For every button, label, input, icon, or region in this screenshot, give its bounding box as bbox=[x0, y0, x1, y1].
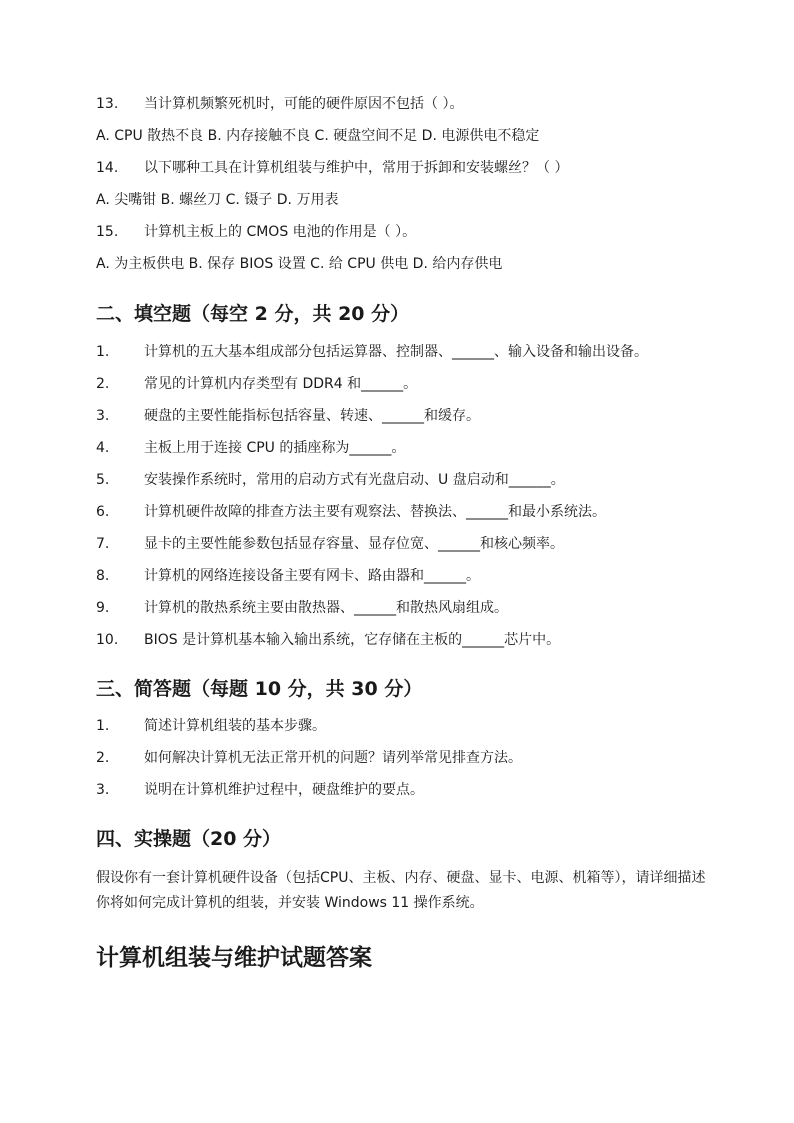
question-15-options: A. 为主板供电 B. 保存 BIOS 设置 C. 给 CPU 供电 D. 给内存供电 bbox=[96, 256, 503, 272]
item-text: 说明在计算机维护过程中，硬盘维护的要点。 bbox=[144, 782, 424, 798]
fill-item-4 bbox=[96, 438, 405, 458]
question-14-options: A. 尖嘴钳 B. 螺丝刀 C. 镊子 D. 万用表 bbox=[96, 192, 339, 208]
question-13 bbox=[96, 94, 463, 114]
item-text: 主板上用于连接 CPU 的插座称为______。 bbox=[144, 440, 406, 456]
item-number: 10. bbox=[96, 632, 119, 648]
question-number: 14. bbox=[96, 160, 119, 176]
item-text: 简述计算机组装的基本步骤。 bbox=[144, 718, 326, 734]
answers-title: 计算机组装与维护试题答案 bbox=[96, 945, 372, 971]
short-item-1 bbox=[96, 716, 326, 736]
item-text: 安装操作系统时，常用的启动方式有光盘启动、U 盘启动和______。 bbox=[144, 472, 565, 488]
item-number: 3. bbox=[96, 782, 110, 798]
question-14 bbox=[96, 158, 568, 178]
item-text: 计算机的散热系统主要由散热器、______和散热风扇组成。 bbox=[144, 600, 508, 616]
item-text: 计算机硬件故障的排查方法主要有观察法、替换法、______和最小系统法。 bbox=[144, 504, 606, 520]
item-number: 1. bbox=[96, 718, 110, 734]
question-text: 当计算机频繁死机时，可能的硬件原因不包括（ ）。 bbox=[144, 96, 464, 112]
practical-description: 假设你有一套计算机硬件设备（包括CPU、主板、内存、硬盘、显卡、电源、机箱等），请详细描述你将如何完成计算机的组装，并安装 Windows 11 操作系统。 bbox=[96, 870, 706, 911]
item-number: 6. bbox=[96, 504, 110, 520]
fill-item-9 bbox=[96, 598, 508, 618]
item-number: 7. bbox=[96, 536, 110, 552]
question-number: 13. bbox=[96, 96, 119, 112]
fill-item-1 bbox=[96, 342, 648, 362]
section-heading-practical: 四、实操题（20 分） bbox=[96, 828, 282, 850]
item-number: 4. bbox=[96, 440, 110, 456]
question-15 bbox=[96, 222, 416, 242]
question-text: 以下哪种工具在计算机组装与维护中，常用于拆卸和安装螺丝？（ ） bbox=[144, 160, 569, 176]
item-number: 5. bbox=[96, 472, 110, 488]
fill-item-8 bbox=[96, 566, 480, 586]
item-text: BIOS 是计算机基本输入输出系统，它存储在主板的______芯片中。 bbox=[144, 632, 561, 648]
question-13-options: A. CPU 散热不良 B. 内存接触不良 C. 硬盘空间不足 D. 电源供电不稳定 bbox=[96, 128, 540, 144]
fill-item-7 bbox=[96, 534, 564, 554]
item-number: 2. bbox=[96, 376, 110, 392]
item-text: 计算机的网络连接设备主要有网卡、路由器和______。 bbox=[144, 568, 480, 584]
item-text: 如何解决计算机无法正常开机的问题？请列举常见排查方法。 bbox=[144, 750, 522, 766]
item-number: 2. bbox=[96, 750, 110, 766]
section-heading-fill-blank: 二、填空题（每空 2 分，共 20 分） bbox=[96, 303, 410, 325]
fill-item-10 bbox=[96, 630, 560, 650]
item-text: 常见的计算机内存类型有 DDR4 和______。 bbox=[144, 376, 418, 392]
fill-item-6 bbox=[96, 502, 606, 522]
short-item-3 bbox=[96, 780, 424, 800]
short-item-2 bbox=[96, 748, 522, 768]
fill-item-5 bbox=[96, 470, 565, 490]
question-number: 15. bbox=[96, 224, 119, 240]
item-text: 计算机的五大基本组成部分包括运算器、控制器、______、输入设备和输出设备。 bbox=[144, 344, 648, 360]
section-heading-short-answer: 三、简答题（每题 10 分，共 30 分） bbox=[96, 678, 423, 700]
fill-item-2 bbox=[96, 374, 417, 394]
item-number: 9. bbox=[96, 600, 110, 616]
item-number: 8. bbox=[96, 568, 110, 584]
item-text: 显卡的主要性能参数包括显存容量、显存位宽、______和核心频率。 bbox=[144, 536, 564, 552]
item-number: 1. bbox=[96, 344, 110, 360]
fill-item-3 bbox=[96, 406, 480, 426]
item-text: 硬盘的主要性能指标包括容量、转速、______和缓存。 bbox=[144, 408, 480, 424]
item-number: 3. bbox=[96, 408, 110, 424]
question-text: 计算机主板上的 CMOS 电池的作用是（ ）。 bbox=[144, 224, 417, 240]
